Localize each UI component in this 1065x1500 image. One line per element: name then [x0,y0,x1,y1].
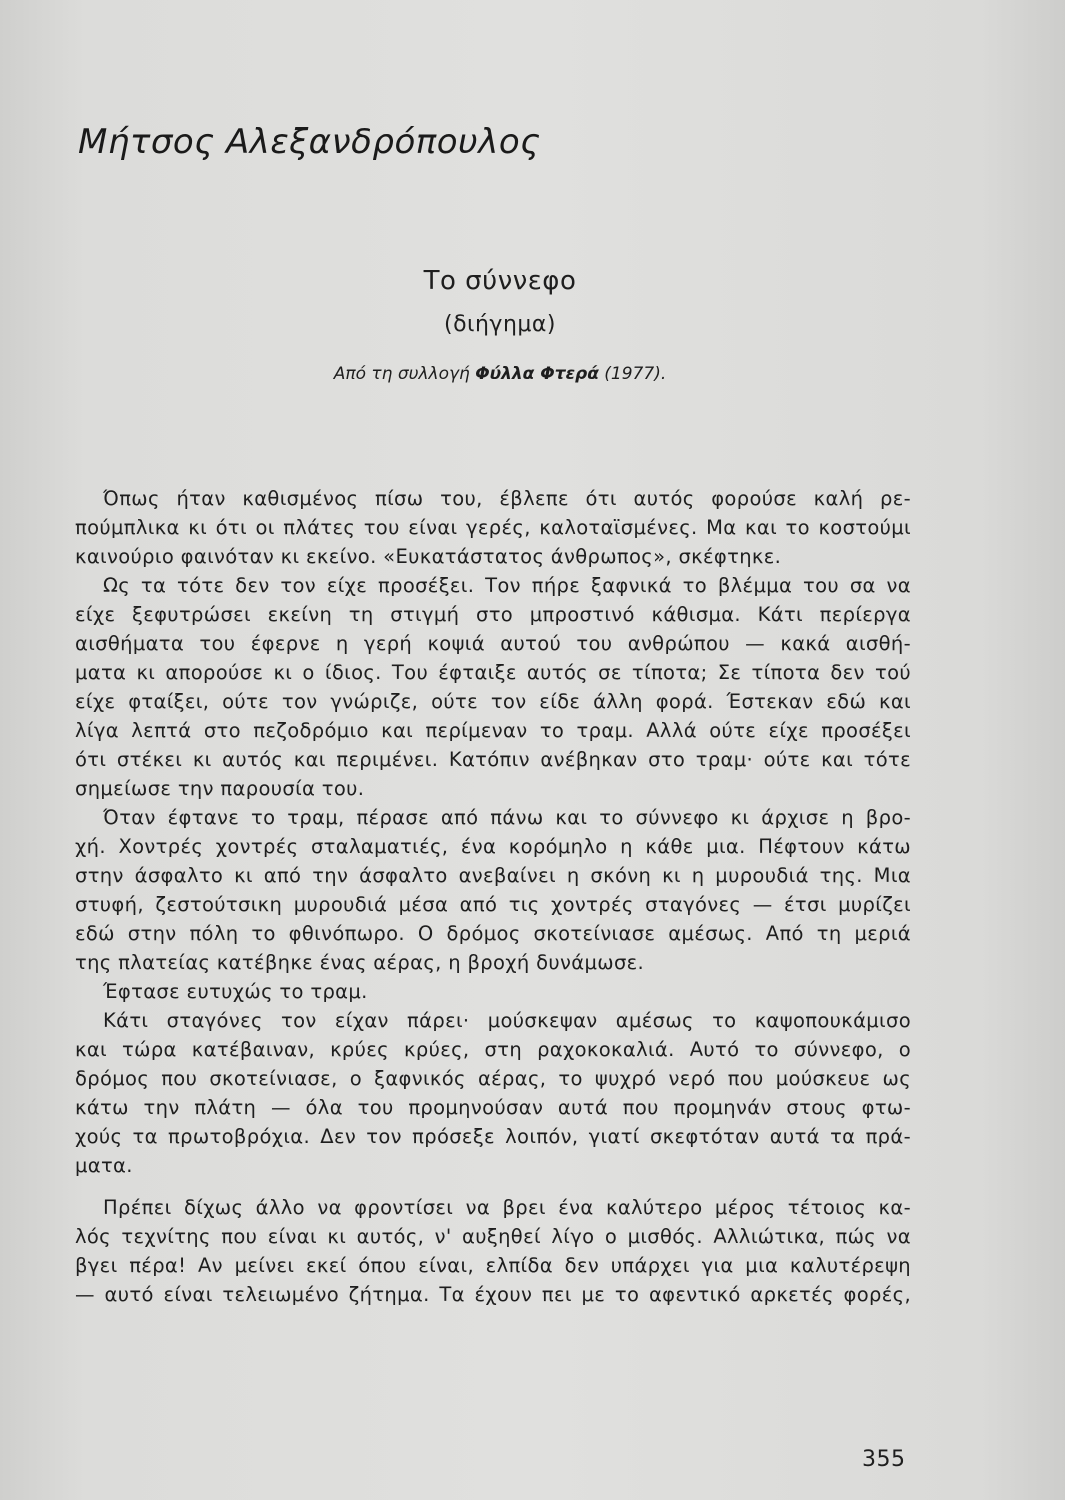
source-prefix: Από τη συλλογή [333,364,476,384]
text-line: ότι στέκει κι αυτός και περιμένει. Κατόπιν ανέβηκαν στο τραμ· ούτε και τότε [75,748,911,771]
text-line: ματα κι απορούσε κι ο ίδιος. Του έφταιξε αυτός σε τίποτα; Σε τίποτα δεν τού [75,661,911,684]
paragraph [75,1193,911,1309]
story-title: Το σύννεφο [423,266,577,296]
text-line: βγει πέρα! Αν μείνει εκεί όπου είναι, ελπίδα δεν υπάρχει για μια καλυτέρεψη [75,1254,911,1277]
text-line: είχε ξεφυτρώσει εκείνη τη στιγμή στο μπροστινό κάθισμα. Κάτι περίεργα [75,603,911,626]
text-line: χή. Χοντρές χοντρές σταλαματιές, ένα κορόμηλο η κάθε μια. Πέφτουν κάτω [75,835,911,858]
text-line: δρόμος που σκοτείνιασε, ο ξαφνικός αέρας, το ψυχρό νερό που μούσκευε ως [75,1067,911,1090]
source-line [0,364,1000,384]
text-line: ματα. [75,1154,133,1177]
text-line: σημείωσε την παρουσία του. [75,777,365,800]
text-line: Πρέπει δίχως άλλο να φροντίσει να βρει ένα καλύτερο μέρος τέτοιος κα- [103,1196,911,1219]
text-line: στην άσφαλτο κι από την άσφαλτο ανεβαίνει η σκόνη κι η μυρουδιά της. Μια [75,864,911,887]
text-line: λός τεχνίτης που είναι κι αυτός, ν' αυξηθεί λίγο ο μισθός. Αλλιώτικα, πώς να [75,1225,911,1248]
text-line: λίγα λεπτά στο πεζοδρόμιο και περίμεναν το τραμ. Αλλά ούτε είχε προσέξει [75,719,911,742]
text-line: και τώρα κατέβαιναν, κρύες κρύες, στη ραχοκοκαλιά. Αυτό το σύννεφο, ο [75,1038,911,1061]
text-line: της πλατείας κατέβηκε ένας αέρας, η βροχή δυνάμωσε. [75,951,645,974]
paragraph [75,977,911,1006]
paragraph [75,571,911,803]
story-genre: (διήγημα) [444,312,556,337]
text-line: Όταν έφτανε το τραμ, πέρασε από πάνω και το σύννεφο κι άρχισε η βρο- [103,806,911,829]
paragraph [75,484,911,571]
source-book-title: Φύλλα Φτερά [475,364,599,384]
paragraph [75,1006,911,1180]
text-line: Όπως ήταν καθισμένος πίσω του, έβλεπε ότι αυτός φορούσε καλή ρε- [103,487,911,510]
story-body [75,484,911,1309]
page-number: 355 [862,1447,906,1472]
paragraph [75,803,911,977]
text-line: πούμπλικα κι ότι οι πλάτες του είναι γερές, καλοταϊσμένες. Μα και το κοστούμι [75,516,911,539]
paragraph-gap [75,1180,911,1193]
author-name: Μήτσος Αλεξανδρόπουλος [78,122,541,162]
text-line: είχε φταίξει, ούτε τον γνώριζε, ούτε τον είδε άλλη φορά. Έστεκαν εδώ και [75,690,911,713]
text-line: στυφή, ζεστούτσικη μυρουδιά μέσα από τις χοντρές σταγόνες — έτσι μυρίζει [75,893,911,916]
text-line: Έφτασε ευτυχώς το τραμ. [103,980,368,1003]
text-line: Κάτι σταγόνες τον είχαν πάρει· μούσκεψαν αμέσως το καψοπουκάμισο [103,1009,911,1032]
text-line: — αυτό είναι τελειωμένο ζήτημα. Τα έχουν πει με το αφεντικό αρκετές φορές, [75,1283,911,1306]
text-line: καινούριο φαινόταν κι εκείνο. «Ευκατάστατος άνθρωπος», σκέφτηκε. [75,545,782,568]
text-line: χούς τα πρωτοβρόχια. Δεν τον πρόσεξε λοιπόν, γιατί σκεφτόταν αυτά τα πρά- [75,1125,911,1148]
text-line: κάτω την πλάτη — όλα του προμηνούσαν αυτά που προμηνάν στους φτω- [75,1096,911,1119]
source-year: (1977). [598,364,667,384]
text-line: εδώ στην πόλη το φθινόπωρο. Ο δρόμος σκοτείνιασε αμέσως. Από τη μεριά [75,922,911,945]
text-line: Ως τα τότε δεν τον είχε προσέξει. Τον πήρε ξαφνικά το βλέμμα του σα να [103,574,911,597]
text-line: αισθήματα του έφερνε η γερή κοψιά αυτού του ανθρώπου — κακά αισθή- [75,632,911,655]
